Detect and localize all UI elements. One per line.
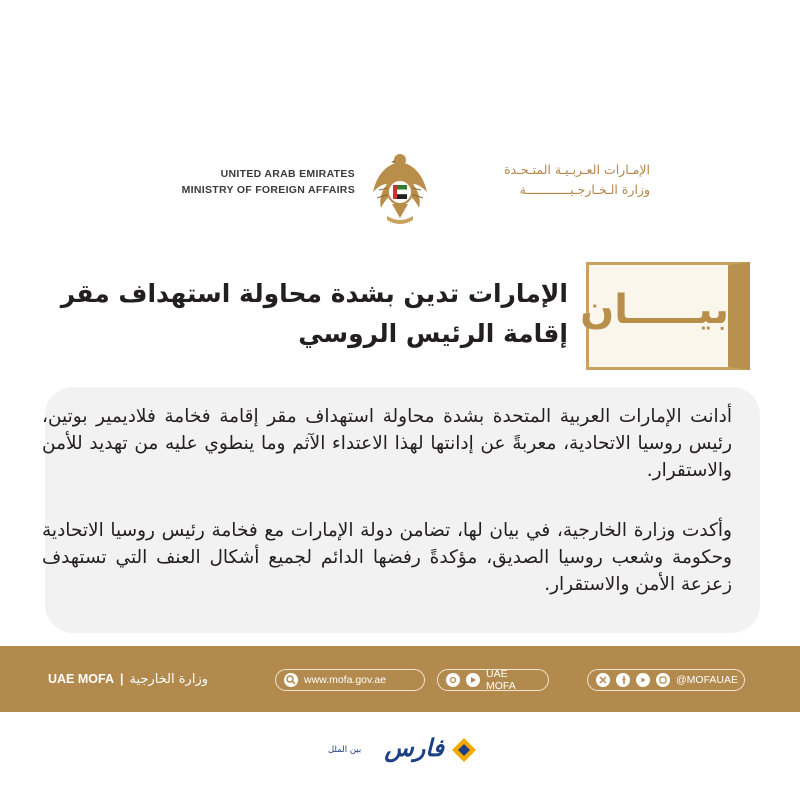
ministry-title-english: MINISTRY OF FOREIGN AFFAIRS (181, 184, 355, 196)
footer-brand (48, 666, 208, 692)
youtube-icon (636, 673, 650, 687)
social-handles-link[interactable] (587, 669, 745, 691)
camera-icon (446, 673, 460, 687)
instagram-icon (656, 673, 670, 687)
country-name-english: UNITED ARAB EMIRATES (220, 168, 355, 180)
fars-name: فارس (384, 734, 444, 762)
statement-paragraph-1: أدانت الإمارات العربية المتحدة بشدة محاولة استهداف مقر إقامة فخامة فلاديمير بوتين، رئيس روسيا الاتحادية، معربةً عن إدانتها لهذا الاعتداء الآثم وما ينطوي عليه من تهديد للأمن والاستقرار. (42, 406, 732, 481)
website-url: www.mofa.gov.ae (304, 674, 387, 686)
play-icon (466, 673, 480, 687)
uae-falcon-emblem-icon (365, 148, 435, 228)
footer-brand-arabic: وزارة الخارجية (129, 671, 209, 687)
media-channels-link[interactable] (437, 669, 549, 691)
search-icon (284, 673, 298, 687)
footer-bar (0, 646, 800, 712)
footer-brand-english: UAE MOFA (48, 672, 114, 686)
channels-label: UAE MOFA (486, 668, 516, 692)
website-link[interactable] (275, 669, 425, 691)
social-handle: @MOFAUAE (676, 674, 739, 686)
title-line-1: الإمارات تدين بشدة محاولة استهداف مقر (60, 279, 568, 308)
facebook-icon (616, 673, 630, 687)
statement-badge-label: بيـــــان (580, 287, 729, 333)
title-line-2: إقامة الرئيس الروسي (298, 319, 568, 348)
fars-subtitle: بین الملل (328, 745, 362, 755)
x-icon (596, 673, 610, 687)
fars-logo (328, 732, 478, 768)
statement-header (0, 262, 800, 370)
statement-body-card (42, 387, 760, 633)
fars-diamond-icon (450, 736, 478, 764)
ministry-header (150, 148, 650, 228)
ministry-title-arabic: وزارة الـخـارجـيــــــــــــة (519, 182, 650, 197)
statement-paragraph-2: وأكدت وزارة الخارجية، في بيان لها، تضامن دولة الإمارات مع فخامة رئيس روسيا الاتحادية وحكومة وشعب روسيا الصديق، مؤكدةً رفضها الدائم لجميع أشكال العنف التي تستهدف زعزعة الأمن والاستقرار. (42, 520, 732, 595)
country-name-arabic: الإمـارات العـربـيـة المتـحـدة (504, 162, 650, 177)
statement-badge (580, 262, 750, 370)
ministry-name-english (150, 166, 355, 198)
footer-separator: | (119, 672, 124, 686)
ministry-name-arabic (440, 160, 650, 200)
page-title (48, 274, 568, 354)
